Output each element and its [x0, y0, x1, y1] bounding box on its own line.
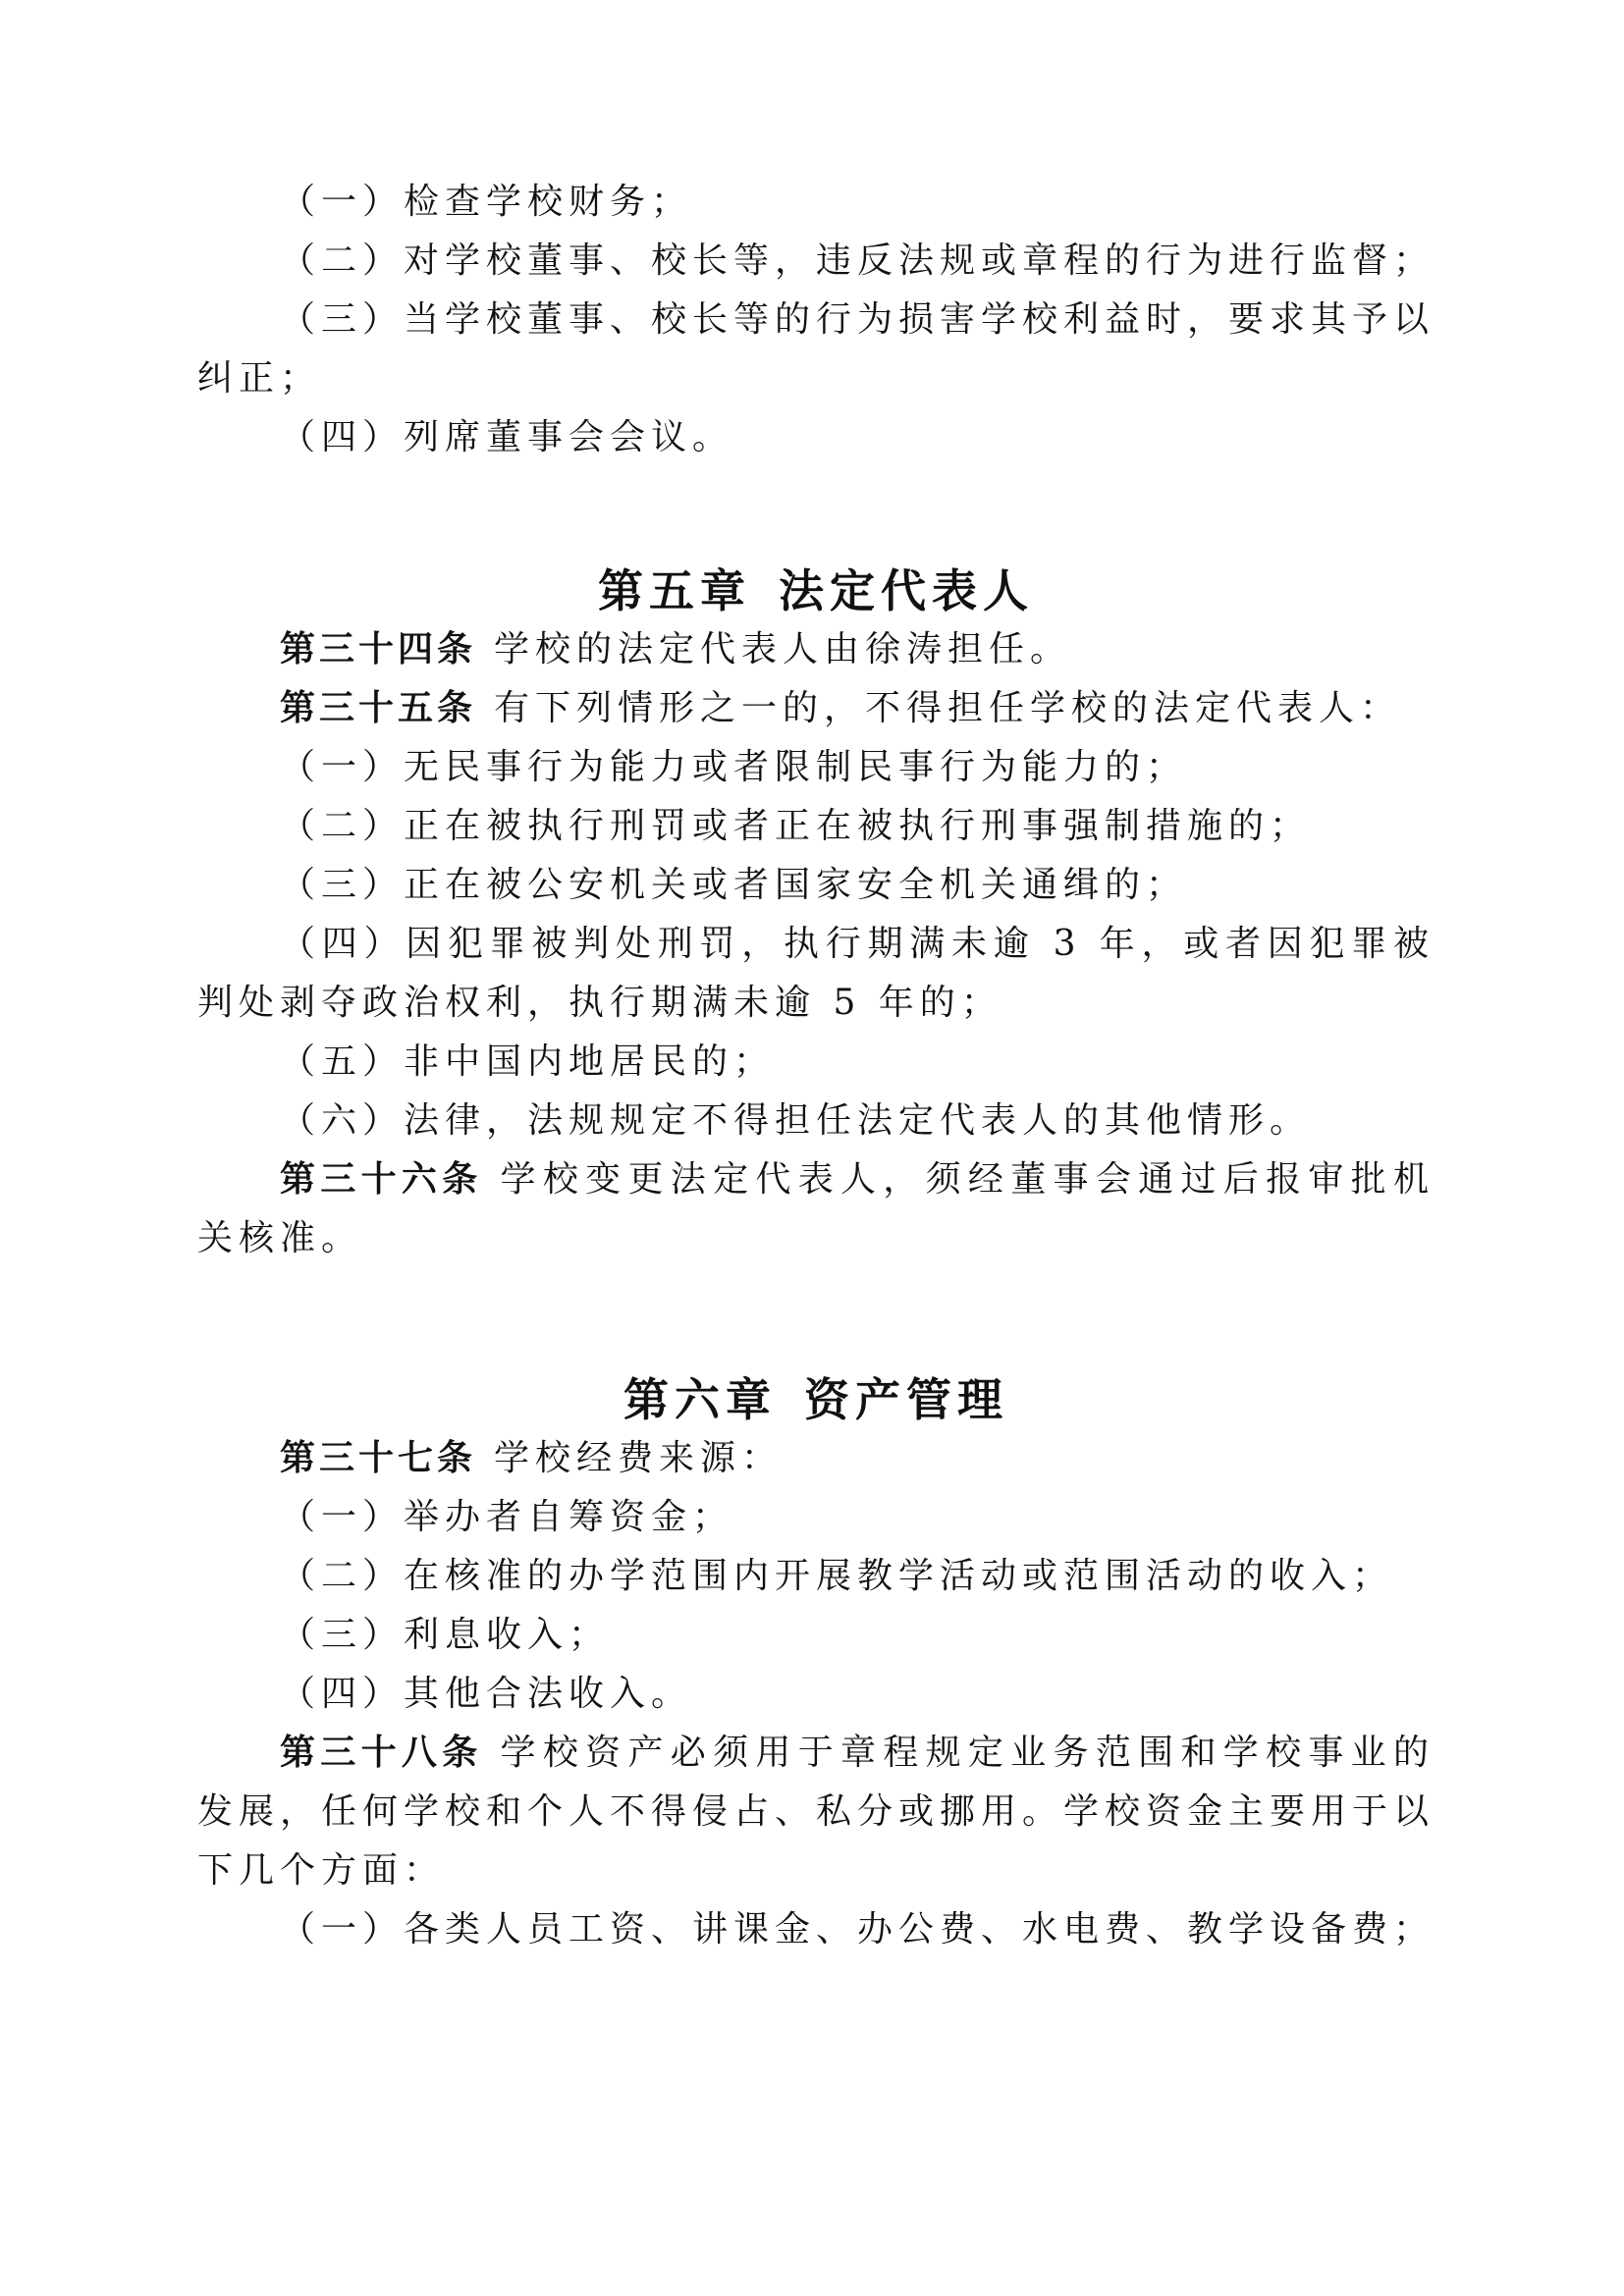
article-number: 第三十六条 [280, 1159, 483, 1200]
list-item: （二）对学校董事、校长等，违反法规或章程的行为进行监督； [280, 240, 1435, 281]
list-item: （四）因犯罪被判处刑罚，执行期满未逾 3 年，或者因犯罪被判处剥夺政治权利，执行期满未逾 5 年的； [197, 924, 1435, 1023]
list-item: （一）检查学校财务； [280, 182, 693, 222]
article-number: 第三十八条 [280, 1733, 483, 1773]
list-item: （五）非中国内地居民的； [280, 1041, 776, 1082]
list-item: （三）正在被公安机关或者国家安全机关通缉的； [280, 865, 1188, 905]
list-item: （二）正在被执行刑罚或者正在被执行刑事强制措施的； [280, 806, 1312, 846]
list-item: （六）法律，法规规定不得担任法定代表人的其他情形。 [280, 1100, 1312, 1141]
document-body [197, 173, 1435, 1959]
article-paragraph [197, 1150, 1435, 1268]
list-item: （二）在核准的办学范围内开展教学活动或范围活动的收入； [280, 1556, 1394, 1596]
article-text: 学校资产必须用于章程规定业务范围和学校事业的发展，任何学校和个人不得侵占、私分或挪用。学校资金主要用于以下几个方面： [197, 1733, 1435, 1891]
article-paragraph [197, 620, 1435, 679]
list-item: （四）其他合法收入。 [280, 1674, 693, 1714]
article-text: 学校的法定代表人由徐涛担任。 [494, 629, 1072, 669]
article-paragraph [197, 679, 1435, 738]
list-item: （三）当学校董事、校长等的行为损害学校利益时，要求其予以纠正； [197, 299, 1435, 399]
article-text: 学校经费来源： [494, 1438, 784, 1478]
list-item: （一）无民事行为能力或者限制民事行为能力的； [280, 747, 1188, 787]
chapter-title: 资产管理 [804, 1373, 1008, 1426]
article-paragraph [197, 1724, 1435, 1900]
list-item: （三）利息收入； [280, 1615, 611, 1655]
chapter-number: 第六章 [623, 1373, 777, 1426]
article-number: 第三十五条 [280, 688, 477, 728]
section-spacer [197, 467, 1435, 561]
list-item: （四）列席董事会会议。 [280, 417, 734, 457]
chapter-number: 第五章 [598, 564, 751, 617]
article-text: 学校变更法定代表人，须经董事会通过后报审批机关核准。 [197, 1159, 1435, 1258]
chapter-title: 法定代表人 [779, 564, 1034, 617]
article-number: 第三十七条 [280, 1438, 477, 1478]
article-paragraph [197, 1429, 1435, 1488]
article-text: 有下列情形之一的，不得担任学校的法定代表人： [494, 688, 1402, 728]
chapter-heading [197, 1370, 1435, 1429]
list-item: （一）举办者自筹资金； [280, 1497, 734, 1537]
article-number: 第三十四条 [280, 629, 477, 669]
list-item: （一）各类人员工资、讲课金、办公费、水电费、教学设备费； [280, 1909, 1435, 1949]
section-spacer [197, 1268, 1435, 1370]
chapter-heading [197, 561, 1435, 620]
